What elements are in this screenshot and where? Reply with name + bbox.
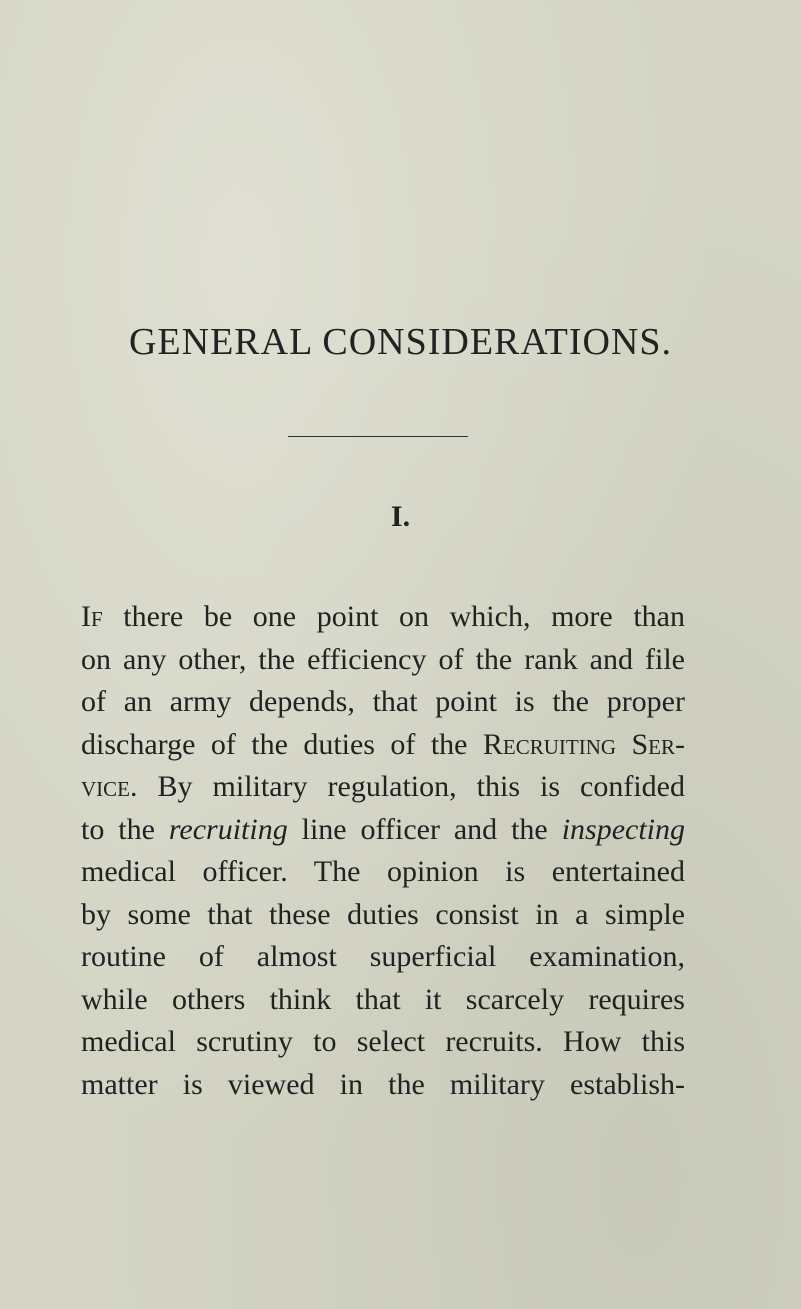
text-line: [81, 766, 685, 809]
text-run: to the: [81, 812, 169, 846]
text-run: By military regulation, this is confided: [137, 770, 685, 803]
text-run: medical scrutiny to select recruits. How this: [81, 1025, 685, 1058]
text-run: matter is viewed in the military establish-: [81, 1067, 685, 1101]
text-line: [81, 1064, 685, 1107]
text-line: [81, 894, 685, 937]
section-numeral: I.: [390, 500, 411, 533]
text-line: [81, 936, 685, 979]
italic-text: recruiting: [168, 812, 288, 846]
text-line: [81, 724, 685, 767]
text-run: routine of almost superficial examination,: [81, 940, 685, 973]
text-run: discharge of the duties of the: [81, 727, 483, 761]
text-run: while others think that it scarcely requires: [81, 982, 685, 1016]
small-caps-text: vice.: [81, 770, 138, 803]
italic-text: inspecting: [561, 812, 685, 846]
text-line: [81, 979, 685, 1022]
body-paragraph: [81, 596, 685, 1106]
text-run: by some that these duties consist in a simple: [81, 897, 685, 931]
text-run: medical officer. The opinion is entertained: [81, 855, 685, 888]
heading-divider: [288, 436, 468, 437]
small-caps-text: Recruiting Ser-: [482, 727, 685, 761]
text-run: line officer and the: [287, 812, 562, 846]
text-line: [81, 639, 685, 682]
text-line: [81, 1021, 685, 1064]
text-run: there be one point on which, more than: [102, 600, 685, 633]
text-line: [81, 681, 685, 724]
text-line: [81, 596, 685, 639]
text-line: [81, 809, 685, 852]
chapter-heading: GENERAL CONSIDERATIONS.: [128, 321, 673, 363]
text-line: [81, 851, 685, 894]
text-run: on any other, the efficiency of the rank and file: [81, 642, 685, 676]
text-run: of an army depends, that point is the proper: [81, 685, 685, 718]
small-caps-text: If: [81, 600, 103, 633]
